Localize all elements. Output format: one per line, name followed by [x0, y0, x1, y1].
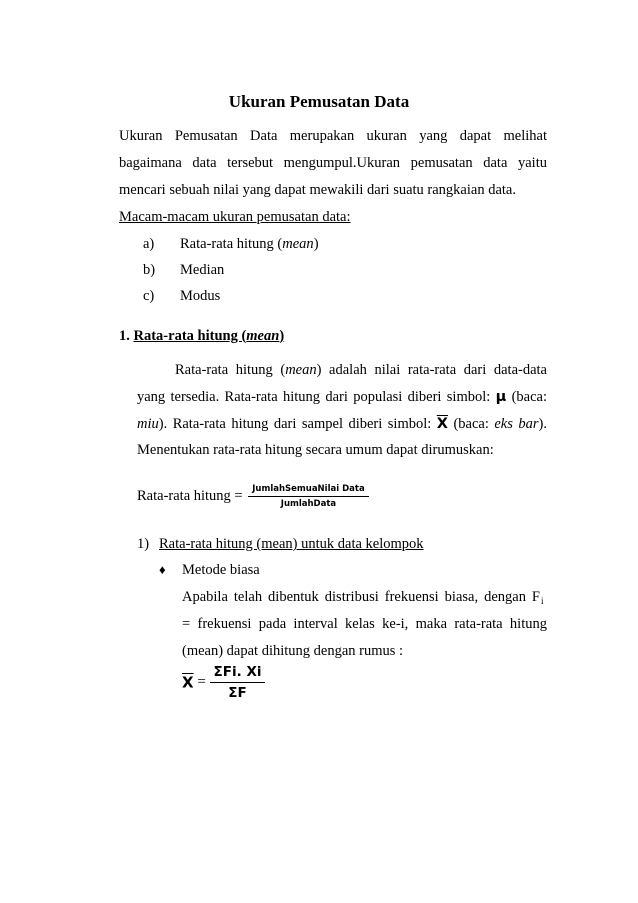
method-line-3: (mean) dapat dihitung dengan rumus : [182, 643, 404, 659]
list-item-modus: Modus [180, 288, 221, 304]
mean-formula-numerator: JumlahSemuaNilai Data [248, 484, 368, 497]
intro-line-1: Ukuran Pemusatan Data merupakan ukuran yang dapat melihat [119, 128, 547, 144]
grouped-mean-fraction [210, 664, 266, 701]
list-marker-a: a) [143, 236, 155, 252]
mean-formula [137, 484, 369, 509]
intro-line-3: mencari sebuah nilai yang dapat mewakili dari suatu rangkaian data. [119, 182, 516, 198]
section-1-para-line-4: Menentukan rata-rata hitung secara umum dapat dirumuskan: [137, 442, 494, 458]
section-1-para-line-3: miu). Rata-rata hitung dari sampel diberi simbol: $\overline{X}$ (baca: eks bar). [137, 416, 547, 432]
list-item-mean: Rata-rata hitung (mean) [180, 236, 319, 252]
method-label: Metode biasa [182, 562, 260, 578]
list-marker-c: c) [143, 288, 155, 304]
subsection-1-marker: 1) [137, 536, 150, 552]
page-title: Ukuran Pemusatan Data [228, 92, 410, 111]
subscript-i: i [541, 596, 544, 606]
formula-xbar: $\overline{X}$ [182, 673, 194, 692]
method-line-1: Apabila telah dibentuk distribusi frekuensi biasa, dengan F [182, 589, 540, 605]
subsection-1-heading: Rata-rata hitung (mean) untuk data kelompok [159, 536, 424, 552]
diamond-bullet-icon: ♦ [159, 562, 166, 577]
intro-line-2: bagaimana data tersebut mengumpul.Ukuran pemusatan data yaitu [119, 155, 547, 171]
types-heading: Macam-macam ukuran pemusatan data: [119, 209, 351, 225]
mean-formula-lhs: Rata-rata hitung = [137, 488, 243, 504]
list-item-median: Median [180, 262, 225, 278]
grouped-mean-denominator: ΣF [228, 685, 247, 701]
section-1-heading: 1. Rata-rata hitung (mean) [119, 328, 285, 344]
section-1-para-line-2: yang tersedia. Rata-rata hitung dari populasi diberi simbol: μ (baca: [137, 389, 547, 405]
mean-formula-denominator: JumlahData [280, 499, 337, 509]
mean-formula-fraction [248, 484, 368, 509]
grouped-mean-formula [182, 664, 265, 701]
method-line-2: = frekuensi pada interval kelas ke-i, maka rata-rata hitung [182, 616, 547, 632]
grouped-mean-numerator: ΣFi. Xi [210, 664, 266, 683]
section-1-para-line-1: Rata-rata hitung (mean) adalah nilai rata-rata dari data-data [175, 362, 547, 378]
formula-equals: = [197, 674, 206, 690]
list-marker-b: b) [143, 262, 156, 278]
